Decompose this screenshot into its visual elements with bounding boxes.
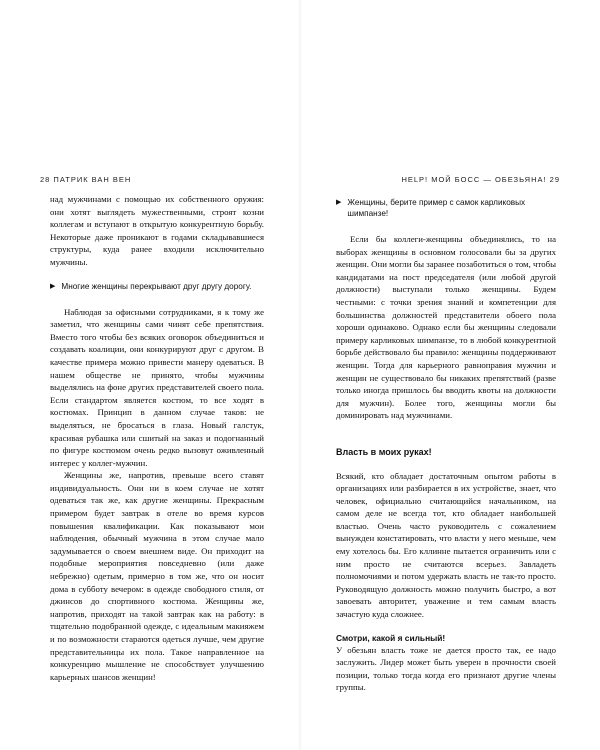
triangle-bullet-icon: ▶ bbox=[50, 282, 56, 290]
right-text-column bbox=[336, 193, 556, 694]
paragraph: над мужчинами с помощью их собственного оружия: они хотят выглядеть мужественными, строят козни коллегам и вступают в открытую конкурентную борьбу. Некоторые даже проникают в годами складывавшиеся структуры, куда ранее входили исключительно мужчины. bbox=[50, 194, 264, 267]
paragraph: Если бы коллеги-женщины объединялись, то на выборах женщины в основном голосовали бы за других женщин. Они могли бы заранее позаботиться о том, чтобы кандидатами на пост председателя (или любой другой должности) выступали только женщины. Будем честными: с точки зрения знаний и компетенции для большинства должностей представители обоего пола хороши одинаково. Однако если бы женщины следовали примеру карликовых шимпанзе, то в любой конкурентной борьбе действовало бы правило: женщины поддерживают женщин. Тогда для карьерного равноправия мужчин и женщин не существовало бы никаких препятствий (разве только иногда пришлось бы вводить квоты на должности для мужчин). Более того, женщины могли бы доминировать над мужчинами. bbox=[336, 234, 556, 421]
subsection-heading: Смотри, какой я сильный! bbox=[336, 632, 446, 643]
triangle-bullet-icon: ▶ bbox=[336, 199, 342, 206]
paragraph: Женщины же, напротив, превыше всего ставят индивидуальность. Они ни в коем случае не хотят одеваться так же, как другие женщины. Прекрасным примером будет завтрак в отеле во время курсов повышения квалификации. Как показывают мои наблюдения, обычный мужчина в этом случае мало задумывается о своем внешнем виде. Он приходит на подобные мероприятия повседневно (или даже небрежно) одетым, примерно в том же, что он носит дома в субботу вечером: в одежде свободного стиля, от джинсов до спортивного костюма. Женщины же, напротив, приходят на такой завтрак как на работу: в тщательно подобранной одежде, с идеальным макияжем и по возможности стараются одеться лучше, чем другие представительницы их пола. Такое направленное на конкуренцию мышление не способствует улучшению карьерных шансов женщин! bbox=[50, 470, 264, 682]
paragraph: Наблюдая за офисными сотрудниками, я к тому же заметил, что женщины сами чинят себе препятствия. Вместо того чтобы без всяких оговорок объединиться и создавать коалиции, они конкурируют друг с другом. В качестве примера можно привести манеру одеваться. В нашем обществе не принято, чтобы мужчины выделялись на фоне других представителей своего пола. Если стандартом является костюм, то все ходят в костюмах. Принцип в данном случае таков: не выделяться, не бросаться в глаза. Новый галстук, красивая рубашка или сшитый на заказ и подогнанный по фигуре костюмом очень редко вызовут оживленный интерес у коллег-мужчин. bbox=[50, 306, 264, 468]
running-head-right: HELP! МОЙ БОСС — ОБЕЗЬЯНА! 29 bbox=[401, 175, 560, 184]
paragraph: Всякий, кто обладает достаточным опытом работы в организациях или разбирается в их устройстве, знает, что человек, официально считающийся начальником, на самом деле не всегда тот, кто обладает наибольшей властью. Очень часто руководитель с сожалением вынужден констатировать, что власти у него меньше, чем ему хотелось бы. Его кллинне пытается ограничить или с ним просто не считаются всерьез. Завладеть полномочиями и потом удержать власть не так-то просто. Руководящую должность можно получить быстро, а вот завоевать авторитет, уважение и тем самым власть зачастую куда сложнее. bbox=[336, 470, 556, 620]
pull-quote-text: Женщины, берите пример с самок карликовых шимпанзе! bbox=[347, 198, 526, 218]
pull-quote bbox=[50, 281, 264, 292]
pull-quote-text: Многие женщины перекрывают друг другу дорогу. bbox=[61, 281, 252, 291]
left-text-column bbox=[50, 193, 264, 683]
right-page bbox=[300, 0, 600, 750]
section-heading: Власть в моих руках! bbox=[336, 446, 432, 457]
running-head-left: 28 ПАТРИК ВАН ВЕН bbox=[40, 175, 132, 184]
pull-quote bbox=[336, 197, 556, 219]
paragraph: У обезьян власть тоже не дается просто так, ее надо заслужить. Лидер может быть уверен в прочности своей позиции, только тогда когда его признают другие члены группы. bbox=[336, 644, 556, 693]
